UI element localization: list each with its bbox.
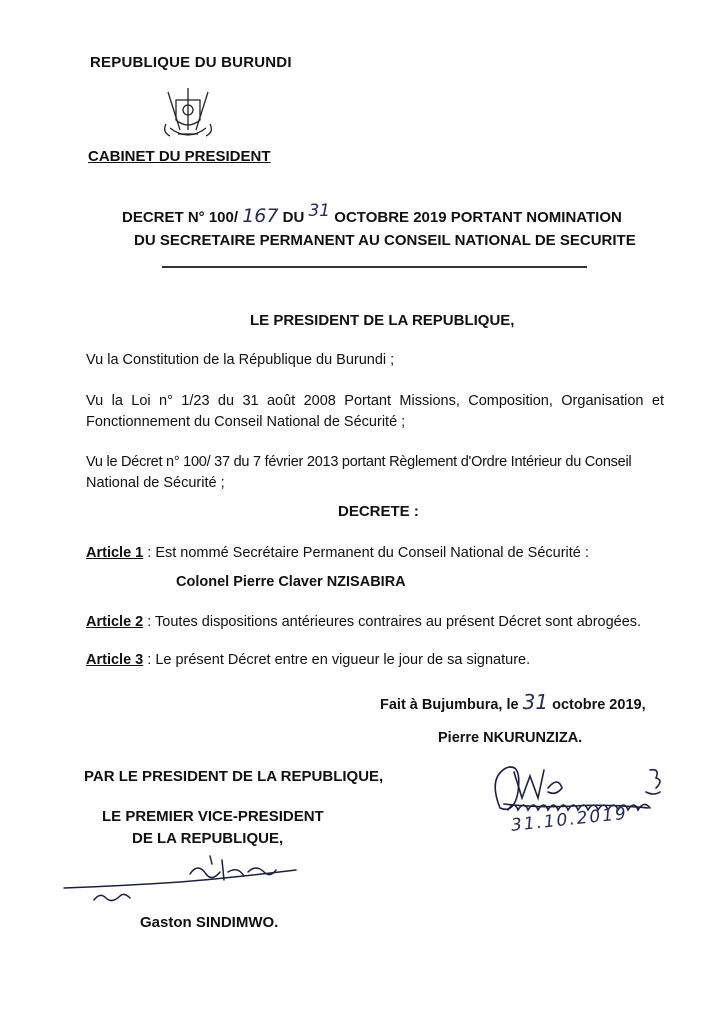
title-divider [162,266,587,268]
nominee-name: Colonel Pierre Claver NZISABIRA [176,574,406,590]
handwritten-decree-number: 167 [242,205,279,227]
article-2 [86,612,641,632]
decree-title-line1: DECRET N° 100/ 167 DU 31 OCTOBRE 2019 PORTANT NOMINATION [122,201,622,227]
countersign-line3: DE LA REPUBLIQUE, [132,830,284,847]
cabinet-header: CABINET DU PRESIDENT [88,148,271,165]
article-1-label: Article 1 [86,545,144,561]
article-3-text: : Le présent Décret entre en vigueur le jour de sa signature. [143,652,531,668]
president-signature [478,758,678,848]
vu-loi-line2: Fonctionnement du Conseil National de Sécurité ; [86,414,406,430]
signature-date: 31.10.2019 [510,803,629,836]
handwritten-place-day: 31 [522,690,549,714]
vu-decret-line2: National de Sécurité ; [86,475,225,491]
coat-of-arms-emblem [156,84,220,146]
article-1 [86,543,589,563]
president-name: Pierre NKURUNZIZA. [438,730,583,746]
republic-header: REPUBLIQUE DU BURUNDI [90,54,292,71]
decree-title-line2: DU SECRETAIRE PERMANENT AU CONSEIL NATIONAL DE SECURITE [134,232,636,249]
president-heading: LE PRESIDENT DE LA REPUBLIQUE, [250,312,515,329]
vu-decret-line1: Vu le Décret n° 100/ 37 du 7 février 2013 portant Règlement d'Ordre Intérieur du Conseil [86,454,632,470]
vu-loi-line1: Vu la Loi n° 1/23 du 31 août 2008 Portant Missions, Composition, Organisation et [86,393,664,409]
vice-president-signature [60,852,320,912]
handwritten-day: 31 [308,201,331,221]
article-2-label: Article 2 [86,614,144,630]
vu-constitution: Vu la Constitution de la République du Burundi ; [86,352,395,368]
vice-president-name: Gaston SINDIMWO. [140,914,279,931]
countersign-line2: LE PREMIER VICE-PRESIDENT [102,808,324,825]
article-1-text: : Est nommé Secrétaire Permanent du Conseil National de Sécurité : [143,545,589,561]
article-2-text: : Toutes dispositions antérieures contraires au présent Décret sont abrogées. [143,614,642,630]
decrete-heading: DECRETE : [338,503,419,520]
article-3-label: Article 3 [86,652,144,668]
place-date: Fait à Bujumbura, le 31 octobre 2019, [380,690,646,714]
countersign-line1: PAR LE PRESIDENT DE LA REPUBLIQUE, [84,768,384,785]
article-3 [86,650,530,670]
